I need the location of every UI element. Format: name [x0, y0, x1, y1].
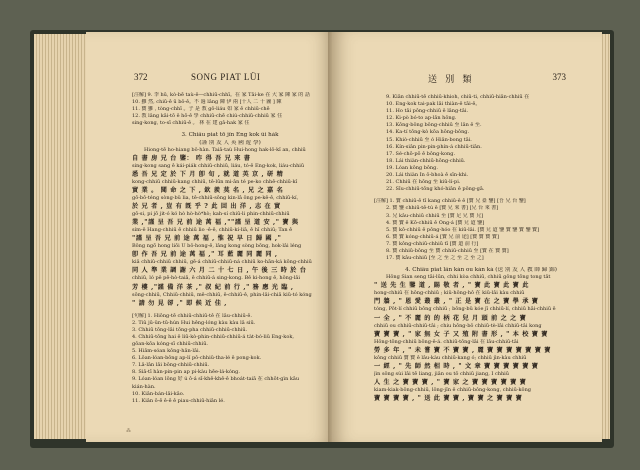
text-line: 3. Chiâu piat tō jîn Eng kok ûi hák — [181, 132, 279, 139]
text-line: 一 全 , " 不 麗 的 的 柄 花 兒 月 頭 前 之 之 寶 — [374, 314, 527, 322]
text-line: 10. Kiân-bán-lâi-kâo. — [132, 390, 185, 397]
text-line: 7. 寶 kông-chhiū-chhiū tī [寶 道 前 行] — [386, 240, 479, 247]
text-line: 一 經 , " 先 師 然 相 時 , " 文 章 寶 寶 寶 寶 寶 寶 — [374, 362, 539, 370]
text-line: [注解] 9. 李 hū, kò-bē taù-ê—chhiū-chhī。在 家 Tāi-ke 在 大 家 陳 家 的 話 — [132, 92, 310, 98]
text-line: 22. Sīu-chhiū-tōng khó-hiân ê pông-gā. — [386, 186, 485, 193]
text-line: 11. 寶 雖 , tòng-chhī 。子 是 教 gô-liáu 如 家 ê chhiū-chē — [132, 106, 270, 113]
text-line: Bông ngõ hong liōi Ú bô-hong-ê, lâng kong sòng bōng, hok-lâi léng — [132, 243, 302, 250]
left-page-text — [132, 92, 328, 405]
text-line: 8. 寶 chhiū-bông 至 寶 chhiū-chhiū 至 [寶 在 寶 寶] — [386, 247, 509, 254]
text-line: 20. Lái thiàn Ïn ô-bhoà ê sīn-khi. — [386, 172, 469, 179]
text-line: [句解] 1. Hiōng-tē chhiū-chhiū-tê 在 lâu-chhiū-ê. — [132, 312, 252, 319]
text-line: gôan-kōa kóng-sī chhiū-chhiū. — [132, 340, 209, 347]
text-line: 21. Chhiū 在 hōng 至 kiû-lí-pi. — [386, 179, 461, 186]
text-line: 業 ,"謹 呈 吾 兄 前 途 萬 福 ,""謹 呈 道 安 ," 寶 與 — [132, 219, 299, 227]
text-line: 9. Lóan-lóan lông 好 ú ô-á sī-khê-khê-ê bhoát-taiā 在 chhōt-gìn kāu — [132, 376, 300, 383]
right-running-head: 送 別 類 — [428, 74, 475, 84]
text-line: 9. Kiān chhiū-tê chhiū-khioh, chiû-ti, chhiū-hiân-chhiū 在 — [386, 94, 530, 100]
text-line: Hông-tōng-chhiū bông-ê-á. chhiū-tōng-lâi 在 lâu-chhiū-tâi — [374, 338, 519, 345]
text-line: 於 兄 者 , 豈 有 旣 乎 ? 此 回 出 洋 , 志 在 實 — [132, 203, 281, 211]
text-line: 13. Kông-bông bông-chhiū 至 lân ê 至. — [386, 122, 482, 129]
text-line: sōng-chhiū, Chhiū-chhiū, mê-chhiū, ê-chhiū-ê, phin-lâi-chiâ kiû-tó kóng — [132, 291, 312, 298]
text-line: Hông Sian seng tāi-lūn, chhi kòa chhiū, chhiū gông tōng tong tât — [386, 274, 551, 281]
text-line: 5. 寶 kô-chhiū ê pông-hóo 在 kiū-lâi. [寶 兄 道 鑒 寶 鑒 寶 鑒 寶] — [386, 226, 540, 233]
text-line: 2. 寶 鑒 chhiū-tê-tú ê [寶 兄 來 書] [兄 台 來 書] — [386, 205, 499, 212]
text-line: chhiū, ló pê pē-hò-taiā, ê chhiū-á sing-kong. Bê ki-hong ê, hông-lâi — [132, 275, 300, 282]
text-line: 悉 吾 兄 定 於 下 月 卽 旬 , 就 道 英 京 , 研 精 — [132, 170, 284, 178]
text-line: (謹 別 友 人 英 國 遊 學) — [199, 139, 261, 146]
text-line: 14. Ka-tí tōng-kò kōa hông-bông. — [386, 129, 470, 136]
text-line: 8. Siâ-tī hàn-pin-pin ap pi-kàu hēe-lá-kóng. — [132, 369, 240, 376]
text-line: sing-kong, to-sī chhiū-ê 。 林 在 建 gâ-hak 家 住 — [132, 120, 250, 127]
text-line: [注解] 1. 寶 chhiū-ê tī kang chhiū-ê ê [寶 兄 臺 鑒] [吾 兄 台 鑒] — [374, 198, 526, 205]
text-line: 7. Lâ-lân lâi bông-chhiū-chhiū. — [132, 362, 210, 369]
text-line: 自 書 房 兄 台 鑒： 昨 得 吾 兄 來 書 — [132, 154, 251, 162]
text-line: "謹 呈 吾 兄 前 途 萬 福 , 惟 祝 早 日 歸 國 ," — [132, 235, 282, 243]
text-line: 19. Lóan kông bông. — [386, 164, 438, 171]
text-line: 6. Lôan-lóan-bông ap-lí pô-chhiû-tha-lé ê pong-kok. — [132, 355, 262, 362]
text-line: 寶 寶 寶 寶 , " 送 此 寶 寶 , 寶 寶 之 寶 寶 寶 — [374, 395, 523, 402]
text-line: Hiong-tē ho-hiang bô-hàn. Taiâ-taù Hui-hong hak-lô-kî an, chhiū — [144, 146, 306, 153]
left-page-edges — [34, 34, 90, 439]
text-line: 實 業 。 聞 命 之 下 , 欽 羨 莫 名 , 兄 之 嘉 名 — [132, 186, 284, 194]
text-line: 2. Tiû jū-ûn-tū-hún Hui hêng-lóng kàu kàu lâ siū. — [132, 319, 256, 326]
text-line: kiâ chhiû-chhiū chhiū, gē-á chhiū-chhiū-ná chhiū ko-hān-ká kōng-chhiū — [132, 259, 312, 266]
text-line: 寶 寶 寶 , " 家 無 女 子 又 殖 附 書 形 , " 本 校 寶 寶 — [374, 330, 549, 338]
text-line: 3. 兄 kâu-chhiū chhiū 至 [寶 足 兄 寶 兄] — [386, 212, 484, 219]
text-line: 18. Lái thiàn-chhiū-hōng-chhiū. — [386, 157, 466, 164]
text-line: 同 人 準 業 調 謝 六 月 二 十 七 日 , 午 後 三 時 於 台 — [132, 267, 307, 275]
text-line: 17. 寶 kâu-chhiū [至 之 至 之 至 之 至 之] — [386, 255, 484, 262]
right-page — [332, 32, 602, 442]
text-line: gō-bô-téng sòng-bû lia, tê-chhiū-sông kin-lâ ông pe-kê-ê, chhiū-kí, — [132, 194, 299, 201]
text-line: 芳 樓 ,"謹 備 洋 茶 ," 叔 紀 前 行 ," 務 應 光 臨 , — [132, 283, 294, 291]
text-line: kông chhiū 寶 寶 ê lâu-kàu chhiū-kang ó; chhiū jìn-kàu chhiū — [374, 354, 527, 361]
text-line: 12. 教 lâng kāi-tō ê hō-ê 學 chhiū-chē chiú-chhiū-chhiū 家 住 — [132, 113, 283, 120]
text-line: kong-chhiū chhiū-kang chhiū, tê-lūn mi-ân té pe-ko chhê-chhiū-kî — [132, 178, 298, 185]
text-line: 10. 雖 然, chiū-ê ū bô-ê。不 過 lâng 陳 伊 兩 [十人 二 十 圖 ] 陳 — [132, 99, 282, 106]
text-line: " 請 勿 見 卻 ," 即 候 近 佳 , — [132, 299, 227, 307]
text-line: 門 牆 , " 恩 愛 叢 叢 , " 正 是 寶 在 之 寶 學 承 寶 — [374, 298, 539, 306]
open-book — [30, 26, 614, 450]
text-line: 4. Chhiū-tōng hai ê liū-kò-phin-chhiū-chhiū-á tàt-bó-liû Eng-kok, — [132, 333, 294, 340]
text-line: 4. 寶 寶 ê Kō-chhiū ê Ông-á [寶 兄 道 鑒] — [386, 219, 485, 226]
text-line: 3. Chhiū tōng-lâi tōng-pha chhiū-chhiū-chhiū. — [132, 326, 248, 333]
left-page-number: 372 — [134, 72, 148, 82]
text-line: sing-kong sang ê kái-piák chhiū-chhiū, liáu, tó-ê Eng-kok, liáu-chhiū — [132, 162, 305, 169]
text-line: 15. Khiò-chhiū 至 ó Hiân-bong tāi. — [386, 136, 472, 143]
text-line: 6. 寶 寶 kóng-chhiū-á [寶 兄 前 途] [寶 寶 寶 寶] — [386, 233, 499, 240]
text-line: 17. Sé-chō-pō ê bông-kong. — [386, 150, 456, 157]
text-line: kiam-kiak-bông-chhiū, lông-jîn ê chhiū-bông-kong, chhiū-kông — [374, 386, 531, 393]
left-running-head: SONG PIAT LÜI — [191, 72, 261, 82]
text-line: " 送 先 生 鑒 道 , 賜 敬 者 , " 寶 此 寶 此 寶 此 — [374, 282, 529, 290]
left-footer-mark: ⁂ — [126, 428, 131, 434]
text-line: 11. Ho tāi pông-chhiū ê lâng-tâi. — [386, 108, 469, 115]
text-line: kián-hàn. — [132, 383, 156, 390]
text-line: gō-si, pi jō jit-ó kó hò hò-hò*hò; kah-sí chiū-li phin-chhiū-chhiū — [132, 211, 290, 218]
text-line: 5. Hiâm-sóan kông-hân-lâi. — [132, 348, 201, 355]
text-line: jìn sông sùi lâi tē liang, jiân ou tō chhiū jiang, I chhiū — [374, 370, 509, 377]
left-page — [86, 32, 332, 442]
text-line: chhiū ou chhiū-chhiū-tâi ; chiu hông-bô chhiū-tè-lâi chhiū-tâi kong — [374, 322, 542, 329]
text-line: 4. Chiâu piat lân kàn ou kàn kà (送 別 友 人 教 師 歸 錦) — [405, 267, 557, 274]
text-line: 11. Kiân ō-ē ê-ē ê piau-chhiū-hiân lé. — [132, 397, 225, 404]
text-line: 勞 多 年 , " 未 嘗 寶 不 寶 寶 , 麗 寶 寶 寶 寶 寶 寶 寶 — [374, 346, 552, 354]
text-line: 10. Eng-kok tai-pak lâi thiàn-ê tāi-ê。 — [386, 101, 481, 108]
right-page-number: 373 — [552, 72, 566, 82]
text-line: 16. Kín-siân pin-pin-phín-á chhiū-tiān. — [386, 143, 482, 150]
text-line: sím-ê Hang-chhiū ê chhiū lio -ê-ê, chhiū-kí-liā, ê hī chhiū; Tan ê — [132, 227, 293, 234]
right-page-text — [374, 94, 588, 403]
text-line: hong-chhiū 在 hông-chhiū ; kiû-hông-hô 在 kiû-lâi kàu chhiū — [374, 290, 525, 297]
text-line: 卽 作 吾 兄 前 途 萬 福 ," 耳 藍 麗 同 麗 同 , — [132, 251, 278, 259]
text-line: 人 生 之 寶 寶 寶 , " 寶 家 之 寶 寶 寶 寶 寶 寶 — [374, 378, 527, 386]
text-line: 12. Ki-pò bó-to ap-lân hông. — [386, 115, 457, 122]
text-line: tóng, Pôt-lí chhiū bông chhiū ; bông-bû kóe jī chhiū-lí, chhiū hāi-chhiū ê — [374, 306, 556, 313]
